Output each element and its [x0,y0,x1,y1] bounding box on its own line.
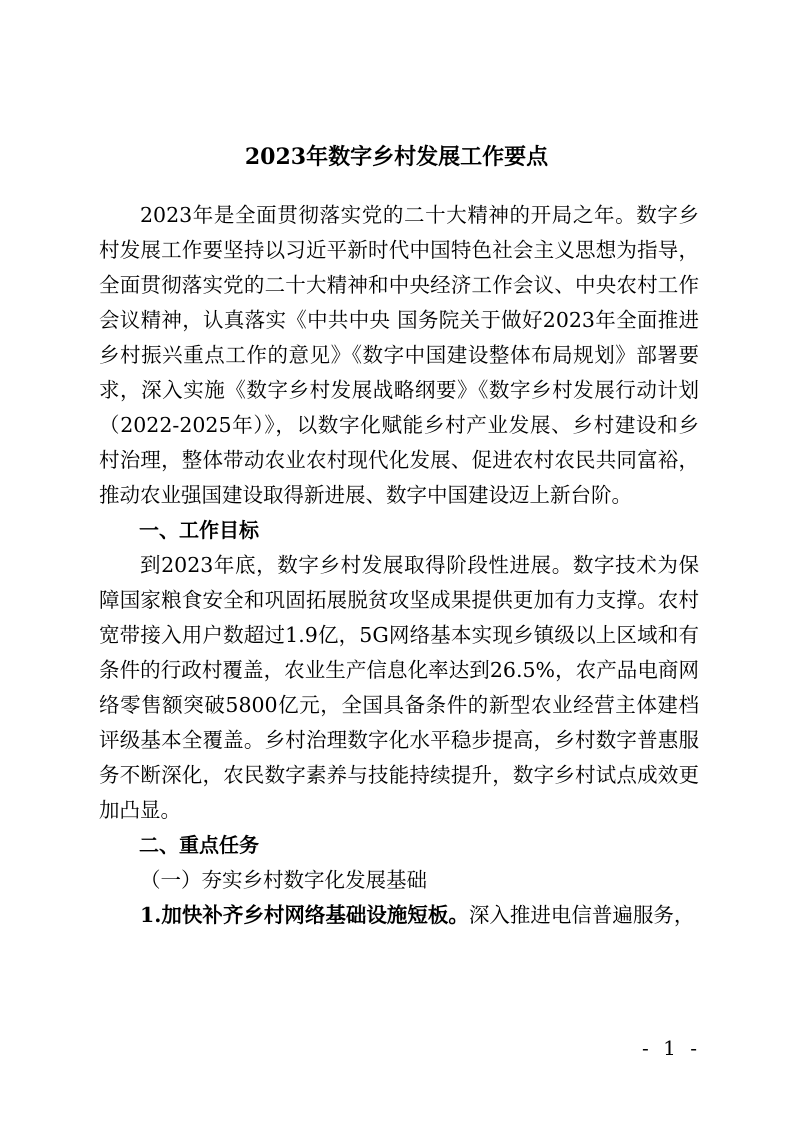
item-heading-network: 1.加快补齐乡村网络基础设施短板。 [140,903,469,927]
subsection-heading-foundation: （一）夯实乡村数字化发展基础 [140,868,427,892]
section-heading-goals: 一、工作目标 [139,518,259,542]
goals-paragraph: 到2023年底，数字乡村发展取得阶段性进展。数字技术为保障国家粮食安全和巩固拓展脱贫攻坚成果提供更加有力支撑。农村宽带接入用户数超过1.9亿，5G网络基本实现乡镇级以上区域和有条件的行政村覆盖，农业生产信息化率达到26.5%，农产品电商网络零售额突破5800亿元，全国具备条件的新型农业经营主体建档评级基本全覆盖。乡村治理数字化水平稳步提高，乡村数字普惠服务不断深化，农民数字素养与技能持续提升，数字乡村试点成效更加凸显。 [99,553,699,822]
page-number: - 1 - [642,1036,701,1060]
item-text-network: 深入推进电信普遍服务， [468,903,695,927]
document-title: 2023年数字乡村发展工作要点 [244,144,549,170]
item-paragraph-network [99,898,699,933]
intro-paragraph: 2023年是全面贯彻落实党的二十大精神的开局之年。数字乡村发展工作要坚持以习近平新时代中国特色社会主义思想为指导，全面贯彻落实党的二十大精神和中央经济工作会议、中央农村工作会议精神，认真落实《中共中央 国务院关于做好2023年全面推进乡村振兴重点工作的意见》《数字中国建设整体布局规划》部署要求，深入实施《数字乡村发展战略纲要》《数字乡村发展行动计划（2022-2025年）》，以数字化赋能乡村产业发展、乡村建设和乡村治理，整体带动农业农村现代化发展、促进农村农民共同富裕，推动农业强国建设取得新进展、数字中国建设迈上新台阶。 [99,203,699,507]
section-heading-tasks: 二、重点任务 [139,833,259,857]
document-body [99,198,699,933]
